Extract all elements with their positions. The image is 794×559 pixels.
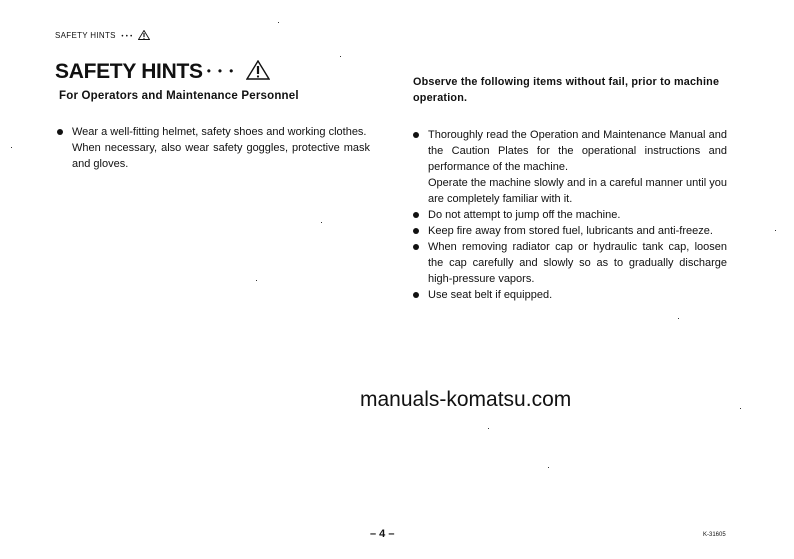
- list-item: [413, 127, 727, 207]
- list-item-text: Keep fire away from stored fuel, lubricants and anti-freeze.: [428, 225, 713, 237]
- left-bullet-list: [57, 124, 370, 172]
- scan-speck: [678, 318, 679, 319]
- bullet-icon: [413, 228, 419, 234]
- scan-speck: [256, 280, 257, 281]
- page-subtitle: For Operators and Maintenance Personnel: [59, 90, 299, 102]
- list-item-text: Operate the machine slowly and in a careful manner until you are completely familiar with it.: [428, 177, 727, 205]
- list-item: [413, 207, 727, 223]
- bullet-icon: [57, 129, 63, 135]
- page-number: – 4 –: [370, 528, 395, 540]
- bullet-icon: [413, 212, 419, 218]
- scan-speck: [740, 408, 741, 409]
- right-bullet-list: [413, 127, 727, 303]
- list-item-text: Use seat belt if equipped.: [428, 289, 553, 301]
- right-column-intro: Observe the following items without fail, prior to machine operation.: [413, 76, 720, 104]
- scan-speck: [340, 56, 341, 57]
- bullet-icon: [413, 132, 419, 138]
- list-item-text: Wear a well-fitting helmet, safety shoes and working clothes.: [72, 126, 367, 138]
- scan-speck: [488, 428, 489, 429]
- list-item-text: Thoroughly read the Operation and Maintenance Manual and the Caution Plates for the operational instructions and performance of the machine.: [428, 129, 727, 173]
- warning-triangle-icon: [246, 60, 270, 86]
- scan-speck: [775, 230, 776, 231]
- list-item: [413, 223, 727, 239]
- running-head: [55, 30, 150, 42]
- list-item-text: When necessary, also wear safety goggles, protective mask and gloves.: [72, 142, 370, 170]
- scan-speck: [11, 147, 12, 148]
- list-item: [413, 239, 727, 287]
- bullet-icon: [413, 292, 419, 298]
- list-item-text: Do not attempt to jump off the machine.: [428, 209, 621, 221]
- list-item: [57, 124, 370, 172]
- warning-triangle-icon: [138, 30, 150, 42]
- title-dots: •••: [206, 64, 241, 78]
- page-title: [55, 60, 270, 86]
- running-head-text: SAFETY HINTS: [55, 31, 116, 40]
- watermark-link[interactable]: manuals-komatsu.com: [360, 388, 572, 411]
- list-item: [413, 287, 727, 303]
- list-item-text: When removing radiator cap or hydraulic tank cap, loosen the cap carefully and slowly so as to gradually discharge high-pressure vapors.: [428, 241, 727, 285]
- scan-speck: [548, 467, 549, 468]
- right-column: [413, 127, 727, 303]
- running-head-dots: • • •: [121, 34, 133, 40]
- scan-speck: [321, 222, 322, 223]
- document-code: K-31605: [703, 532, 726, 538]
- page-title-text: SAFETY HINTS: [55, 60, 203, 83]
- left-column: [57, 124, 370, 172]
- scan-speck: [278, 22, 279, 23]
- bullet-icon: [413, 244, 419, 250]
